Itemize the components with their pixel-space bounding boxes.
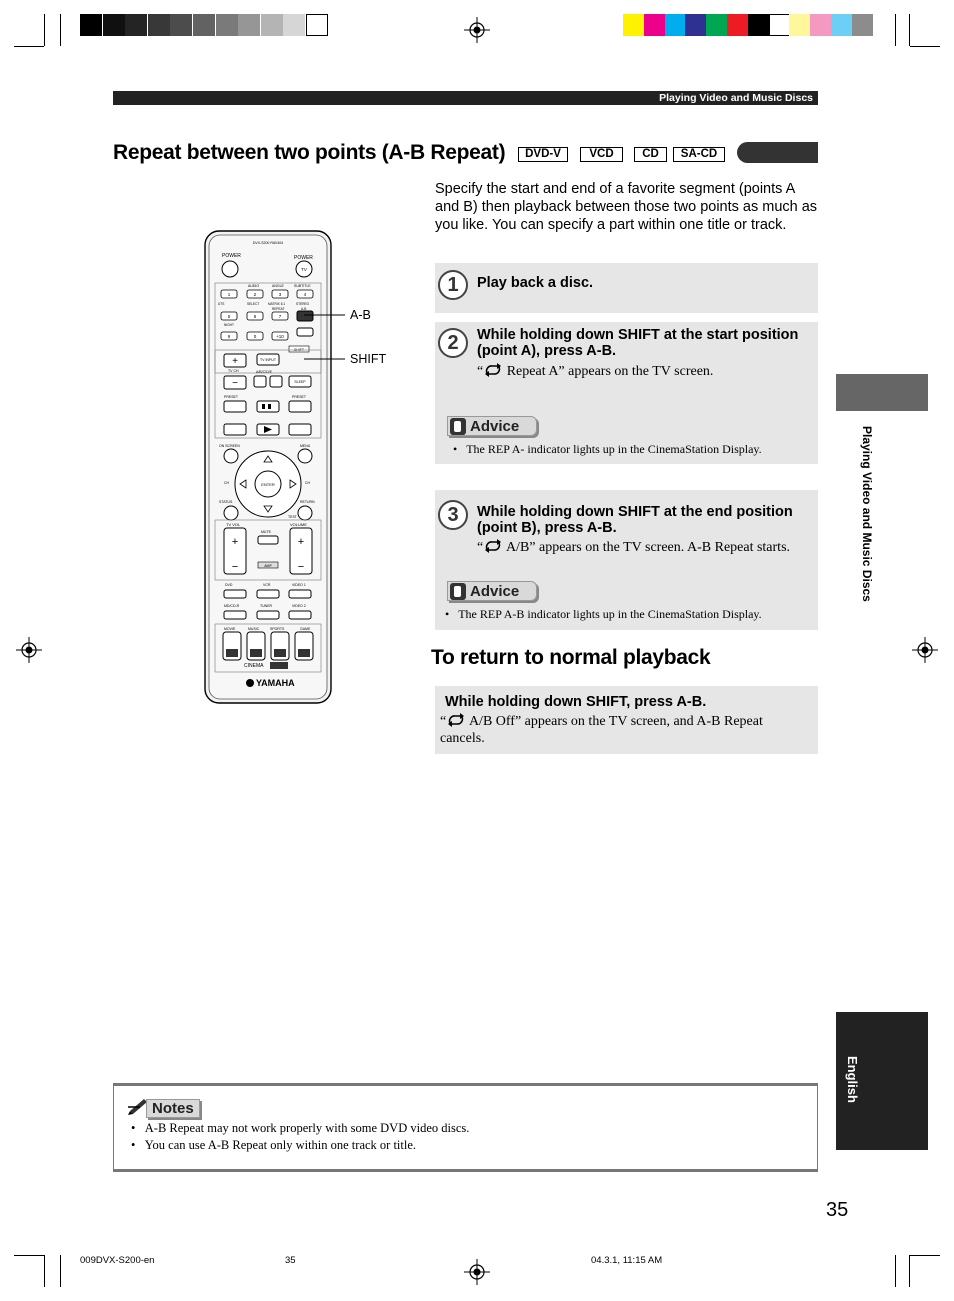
remote-matrix-label: MATRIX 6.1	[268, 302, 286, 306]
step-1-number-badge	[438, 270, 468, 300]
remote-sports-label: SPORTS	[270, 627, 285, 631]
remote-tv-vol-label: TV VOL	[226, 522, 241, 527]
remote-game-label: GAME	[300, 627, 311, 631]
step-1-box	[435, 263, 818, 313]
svg-text:−: −	[232, 378, 238, 389]
remote-tuner-label: TUNER	[260, 604, 273, 608]
step-3-text	[477, 539, 817, 556]
gray-swatch	[306, 14, 328, 36]
step-2-advice-text: • The REP A- indicator lights up in the CinemaStation Display.	[453, 442, 762, 456]
color-swatch	[727, 14, 748, 36]
return-section-box	[435, 686, 818, 754]
note-item: • A-B Repeat may not work properly with some DVD video discs.	[131, 1121, 470, 1135]
color-swatch	[789, 14, 810, 36]
remote-dts-label: DTS	[218, 302, 225, 306]
svg-text:9: 9	[227, 334, 231, 339]
remote-control-illustration	[204, 230, 332, 704]
gray-swatch	[261, 14, 283, 36]
svg-text:+: +	[231, 536, 239, 548]
repeat-loop-icon	[483, 539, 503, 553]
step-2-box	[435, 322, 818, 464]
step-2-text-body: Repeat A” appears on the TV screen.	[503, 364, 714, 379]
callout-shift-label: SHIFT	[350, 352, 387, 366]
step-3-text-body: A/B” appears on the TV screen. A-B Repeat starts.	[503, 540, 791, 555]
svg-text:4: 4	[303, 292, 307, 297]
remote-on-screen-label: ON SCREEN	[219, 444, 240, 448]
side-tab-indicator	[836, 374, 928, 411]
remote-select-label: SELECT	[247, 302, 260, 306]
gray-swatch	[103, 14, 125, 36]
remote-test-label: TEST	[288, 515, 297, 519]
svg-text:0: 0	[253, 334, 257, 339]
color-swatch	[852, 14, 873, 36]
registration-mark-icon	[912, 637, 938, 663]
step-2-text	[477, 363, 817, 380]
disc-badge-dvd-v: DVD-V	[518, 147, 568, 162]
step-2-title: While holding down SHIFT at the start position (point A), press A-B.	[477, 327, 799, 359]
svg-text:+10: +10	[276, 334, 284, 339]
side-section-label-text: Playing Video and Music Discs	[860, 426, 874, 602]
gray-swatch	[148, 14, 170, 36]
disc-badge-vcd: VCD	[580, 147, 623, 162]
remote-status-label: STATUS	[219, 500, 233, 504]
remote-preset-right-label: PRESET	[292, 395, 307, 399]
remote-ch-right-label: CH	[305, 481, 311, 485]
step-3-advice-text: • The REP A-B indicator lights up in the CinemaStation Display.	[445, 607, 762, 621]
remote-abcde-label: A/B/C/D/E	[256, 370, 272, 374]
svg-text:1: 1	[227, 292, 231, 297]
color-swatch	[644, 14, 665, 36]
remote-video2-label: VIDEO 2	[292, 604, 306, 608]
footer-page: 35	[285, 1255, 296, 1266]
registration-mark-icon	[16, 637, 42, 663]
remote-return-label: RETURN	[300, 500, 315, 504]
repeat-loop-icon	[483, 363, 503, 377]
language-tab	[836, 1012, 928, 1150]
remote-model-text: DVX-S200 RAV404	[252, 241, 284, 245]
language-tab-label: English	[845, 1056, 860, 1103]
remote-stereo-label: STEREO	[296, 302, 310, 306]
remote-enter-label: ENTER	[261, 482, 275, 487]
note-item-2-text: You can use A-B Repeat only within one track or title.	[144, 1138, 417, 1152]
color-swatch	[623, 14, 644, 36]
return-text	[440, 713, 815, 747]
svg-text:3: 3	[278, 292, 282, 297]
step-2-advice-body: The REP A- indicator lights up in the CinemaStation Display.	[466, 442, 762, 456]
side-section-label	[856, 426, 874, 636]
step-3-advice-body: The REP A-B indicator lights up in the CinemaStation Display.	[458, 607, 762, 621]
svg-text:+: +	[297, 536, 305, 548]
svg-text:−: −	[297, 561, 305, 573]
pen-icon	[128, 1097, 148, 1115]
remote-ab-label: A-B	[301, 307, 307, 311]
step-1-number: 1	[447, 273, 459, 296]
title-decoration-bar	[737, 142, 818, 163]
color-swatch	[748, 14, 769, 36]
color-swatch	[685, 14, 706, 36]
gray-swatch	[283, 14, 305, 36]
disc-badge-cd: CD	[634, 147, 667, 162]
registration-mark-icon	[464, 1259, 490, 1285]
remote-vcr-label: VCR	[263, 583, 271, 587]
gray-swatch	[125, 14, 147, 36]
callout-ab-label: A-B	[350, 308, 371, 322]
remote-audio-label: AUDIO	[248, 284, 260, 288]
remote-music-label: MUSIC	[248, 627, 260, 631]
disc-badge-sa-cd: SA-CD	[673, 147, 725, 162]
hand-pointer-icon	[450, 583, 466, 600]
remote-movie-label: MOVIE	[224, 627, 236, 631]
footer-timestamp: 04.3.1, 11:15 AM	[591, 1255, 663, 1266]
remote-amp-label: AMP	[264, 564, 272, 568]
color-swatch	[831, 14, 852, 36]
color-swatch	[810, 14, 831, 36]
gray-swatch	[170, 14, 192, 36]
note-item: • You can use A-B Repeat only within one track or title.	[131, 1138, 417, 1152]
page-number: 35	[826, 1199, 849, 1221]
remote-sleep-label: SLEEP	[294, 380, 306, 384]
step-2-number-badge	[438, 328, 468, 358]
svg-text:2: 2	[253, 292, 257, 297]
step-3-title: While holding down SHIFT at the end position (point B), press A-B.	[477, 504, 793, 536]
remote-tv-label: TV	[301, 267, 307, 272]
remote-angle-label: ANGLE	[272, 284, 284, 288]
gray-swatch	[80, 14, 102, 36]
step-3-number: 3	[447, 503, 459, 526]
remote-md-cdr-label: MD/CD-R	[224, 604, 240, 608]
intro-paragraph: Specify the start and end of a favorite segment (points A and B) then playback between those two points as much as you like. You can specify a part within one title or track.	[435, 181, 818, 233]
remote-power-tv-label: POWER	[294, 255, 313, 261]
notes-label: Notes	[146, 1099, 200, 1118]
remote-volume-label: VOLUME	[290, 522, 307, 527]
remote-dvd-label: DVD	[225, 583, 233, 587]
remote-ch-left-label: CH	[224, 481, 230, 485]
svg-text:−: −	[231, 561, 239, 573]
remote-shift-label: SHIFT	[293, 348, 305, 352]
section-header-bar	[113, 91, 818, 105]
gray-swatch	[216, 14, 238, 36]
color-swatch	[706, 14, 727, 36]
remote-tv-ch-label: TV CH	[228, 369, 239, 373]
step-3-quote-open: “	[477, 540, 484, 555]
step-2-advice-tag	[447, 416, 537, 436]
color-swatch	[769, 14, 790, 36]
page-title: Repeat between two points (A-B Repeat)	[113, 141, 506, 164]
notes-tag	[128, 1097, 200, 1119]
registration-mark-icon	[464, 17, 490, 43]
hand-pointer-icon	[450, 418, 466, 435]
svg-text:7: 7	[278, 314, 282, 319]
step-3-box	[435, 490, 818, 630]
callout-lines	[290, 306, 350, 366]
remote-video1-label: VIDEO 1	[292, 583, 306, 587]
repeat-loop-icon	[446, 713, 466, 727]
color-swatch	[665, 14, 686, 36]
return-instruction: While holding down SHIFT, press A-B.	[445, 694, 707, 710]
step-2-advice-label: Advice	[470, 418, 520, 435]
remote-brand-label: YAMAHA	[256, 678, 295, 688]
return-text-line-1: A/B Off” appears on the TV screen, and A-B Repeat	[466, 714, 763, 729]
remote-cinema-label: CINEMA	[244, 663, 264, 669]
remote-power-button	[222, 261, 238, 277]
remote-mute-label: MUTE	[261, 530, 271, 534]
step-2-quote-open: “	[477, 364, 484, 379]
remote-repeat-label: REPEAT	[272, 307, 285, 311]
footer-file-name: 009DVX-S200-en	[80, 1255, 155, 1266]
return-quote-open: “	[440, 714, 447, 729]
note-item-1-text: A-B Repeat may not work properly with some DVD video discs.	[144, 1121, 470, 1135]
gray-swatch	[238, 14, 260, 36]
step-2-number: 2	[447, 331, 459, 354]
remote-subtitle-label: SUBTITLE	[294, 284, 311, 288]
svg-text:6: 6	[253, 314, 257, 319]
return-section-title: To return to normal playback	[431, 646, 711, 669]
step-3-advice-tag	[447, 581, 537, 601]
remote-night-label: NIGHT	[224, 323, 234, 327]
return-text-line-2: cancels.	[440, 731, 485, 746]
gray-swatch	[193, 14, 215, 36]
svg-text:+: +	[232, 356, 238, 367]
step-3-number-badge	[438, 500, 468, 530]
remote-menu-label: MENU	[300, 444, 311, 448]
remote-preset-left-label: PRESET	[224, 395, 239, 399]
step-1-title: Play back a disc.	[477, 275, 594, 291]
svg-text:5: 5	[227, 314, 231, 319]
step-3-advice-label: Advice	[470, 583, 520, 600]
remote-power-label: POWER	[222, 253, 241, 259]
remote-tv-input-label: TV INPUT	[260, 358, 276, 362]
section-header-label: Playing Video and Music Discs	[655, 91, 813, 105]
